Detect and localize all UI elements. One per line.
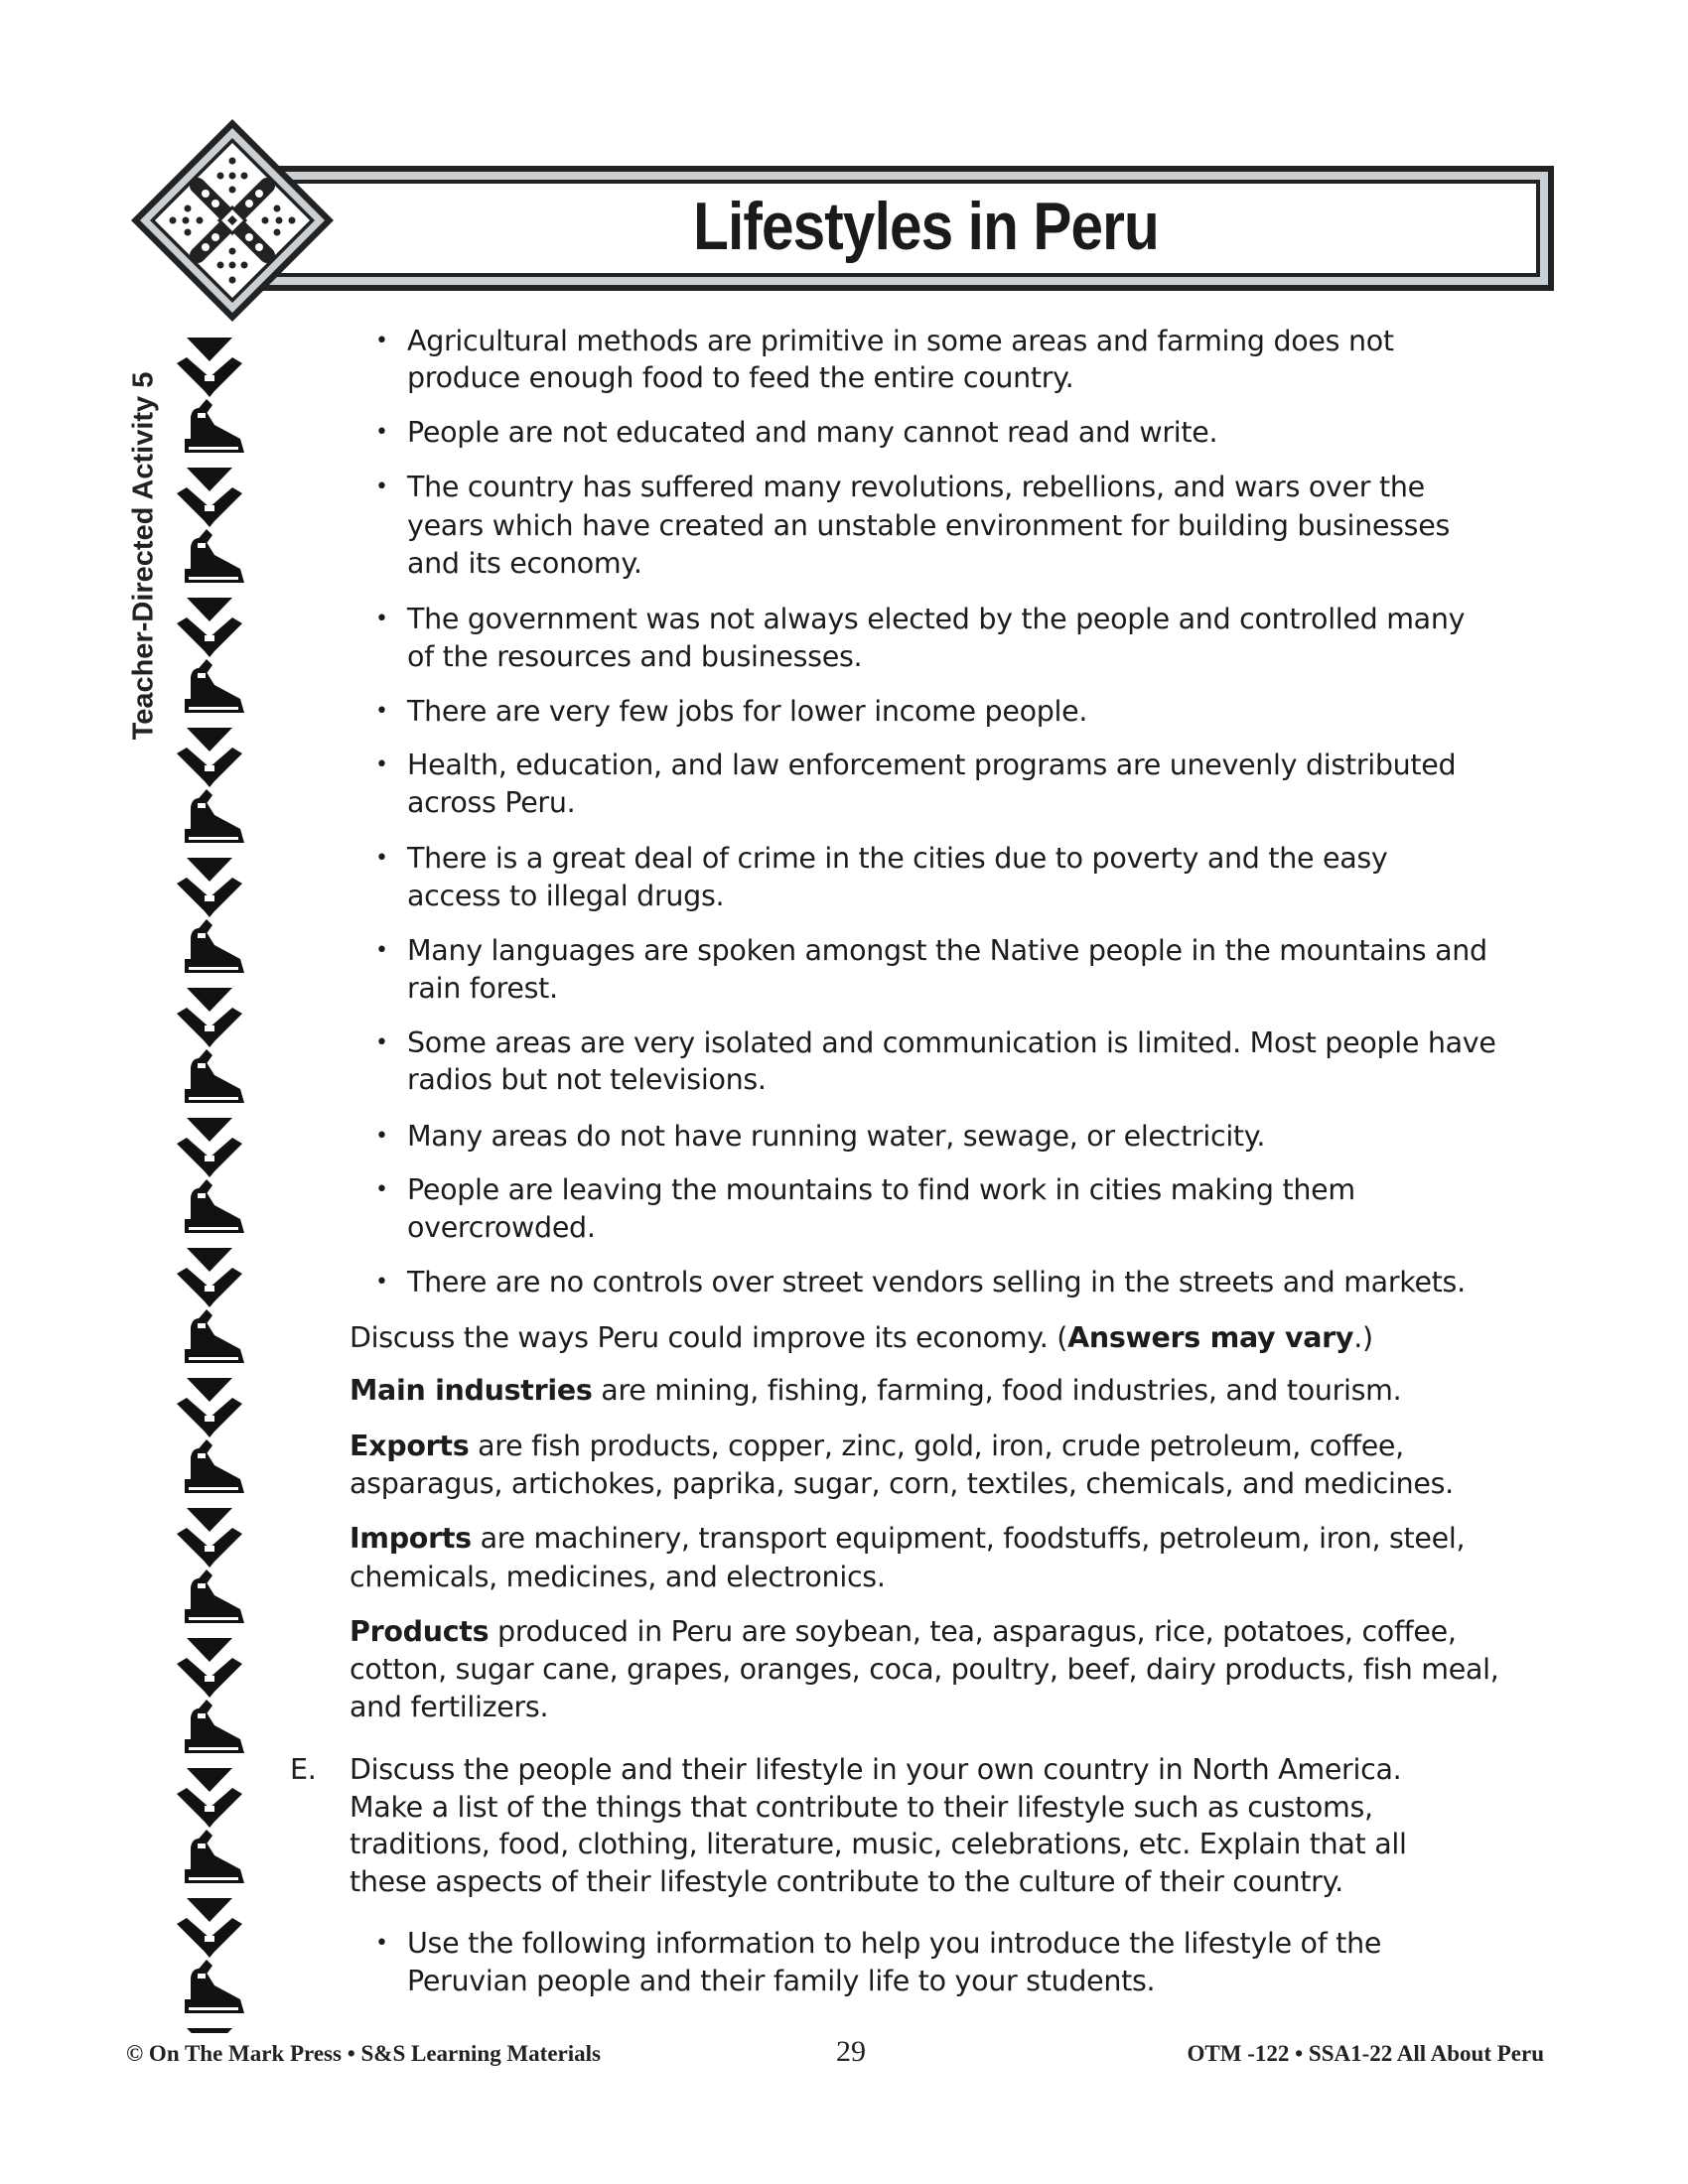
bullet-dot: • bbox=[375, 752, 388, 777]
imports-label: Imports bbox=[350, 1522, 472, 1555]
section-e-line: traditions, food, clothing, literature, music, celebrations, etc. Explain that all bbox=[350, 1828, 1407, 1860]
bullet-dot: • bbox=[375, 1124, 388, 1149]
bullet-text-line: Agricultural methods are primitive in some areas and farming does not bbox=[407, 325, 1394, 357]
page-number: 29 bbox=[836, 2035, 866, 2068]
bullet-text-line: There are very few jobs for lower income people. bbox=[407, 695, 1088, 728]
bullet-dot: • bbox=[375, 1931, 388, 1956]
bullet-text-line: Many languages are spoken amongst the Native people in the mountains and bbox=[407, 934, 1487, 967]
bullet-text-line: years which have created an unstable environment for building businesses bbox=[407, 509, 1451, 542]
imports-text-line: chemicals, medicines, and electronics. bbox=[350, 1561, 886, 1593]
section-e-sub-bullet-line: Peruvian people and their family life to your students. bbox=[407, 1965, 1156, 1997]
exports-label: Exports bbox=[350, 1430, 470, 1462]
section-e-line: Make a list of the things that contribute to their lifestyle such as customs, bbox=[350, 1791, 1373, 1824]
bullet-text-line: overcrowded. bbox=[407, 1211, 596, 1244]
discussion-text: Discuss the ways Peru could improve its economy. ( bbox=[350, 1321, 1068, 1354]
bullet-dot: • bbox=[375, 1030, 388, 1055]
products-text-line: cotton, sugar cane, grapes, oranges, coca, poultry, beef, dairy products, fish meal, bbox=[350, 1653, 1499, 1686]
bullet-text-line: The country has suffered many revolutions, rebellions, and wars over the bbox=[407, 471, 1425, 503]
exports-text: are fish products, copper, zinc, gold, iron, crude petroleum, coffee, bbox=[469, 1430, 1404, 1462]
bullet-text-line: There is a great deal of crime in the cities due to poverty and the easy bbox=[407, 842, 1388, 875]
footer-product-code: OTM -122 • SSA1-22 All About Peru bbox=[1187, 2041, 1544, 2066]
bullet-text-line: There are no controls over street vendors selling in the streets and markets. bbox=[407, 1266, 1466, 1298]
bullet-text-line: People are leaving the mountains to find work in cities making them bbox=[407, 1173, 1355, 1206]
products-label: Products bbox=[350, 1615, 490, 1648]
bullet-dot: • bbox=[375, 607, 388, 631]
bullet-text-line: The government was not always elected by the people and controlled many bbox=[407, 603, 1466, 635]
main-industries-text: are mining, fishing, farming, food industries, and tourism. bbox=[592, 1374, 1402, 1407]
discussion-prompt bbox=[350, 1319, 1373, 1357]
bullet-text-line: Health, education, and law enforcement programs are unevenly distributed bbox=[407, 749, 1457, 781]
andean-bird-pattern-icon bbox=[171, 336, 254, 2033]
bullet-text-line: rain forest. bbox=[407, 972, 558, 1005]
answers-note: Answers may vary bbox=[1067, 1321, 1354, 1354]
bullet-dot: • bbox=[375, 699, 388, 724]
bullet-dot: • bbox=[375, 1177, 388, 1202]
bullet-dot: • bbox=[375, 846, 388, 871]
main-industries-label: Main industries bbox=[350, 1374, 593, 1407]
imports-paragraph bbox=[350, 1520, 1465, 1558]
andean-diamond-motif-icon bbox=[128, 116, 337, 325]
bullet-text-line: access to illegal drugs. bbox=[407, 880, 725, 912]
footer-copyright: © On The Mark Press • S&S Learning Materials bbox=[126, 2041, 601, 2066]
section-e-line: Discuss the people and their lifestyle in your own country in North America. bbox=[350, 1753, 1402, 1786]
bullet-text-line: Many areas do not have running water, sewage, or electricity. bbox=[407, 1120, 1266, 1153]
bullet-text-line: radios but not televisions. bbox=[407, 1063, 767, 1096]
bullet-dot: • bbox=[375, 1270, 388, 1295]
bullet-dot: • bbox=[375, 329, 388, 353]
section-e-letter: E. bbox=[290, 1753, 317, 1786]
bullet-text-line: Some areas are very isolated and communication is limited. Most people have bbox=[407, 1026, 1496, 1059]
bullet-text-line: produce enough food to feed the entire country. bbox=[407, 361, 1074, 394]
products-text: produced in Peru are soybean, tea, asparagus, rice, potatoes, coffee, bbox=[489, 1615, 1457, 1648]
bullet-dot: • bbox=[375, 938, 388, 963]
bullet-dot: • bbox=[375, 475, 388, 499]
discussion-end: .) bbox=[1353, 1321, 1373, 1354]
activity-side-label-text: Teacher-Directed Activity 5 bbox=[127, 371, 160, 741]
imports-text: are machinery, transport equipment, foodstuffs, petroleum, iron, steel, bbox=[471, 1522, 1466, 1555]
bullet-text-line: of the resources and businesses. bbox=[407, 640, 863, 673]
section-e-line: these aspects of their lifestyle contribute to the culture of their country. bbox=[350, 1865, 1343, 1898]
page-title: Lifestyles in Peru bbox=[693, 189, 1159, 264]
exports-text-line: asparagus, artichokes, paprika, sugar, corn, textiles, chemicals, and medicines. bbox=[350, 1467, 1454, 1500]
bullet-text-line: across Peru. bbox=[407, 786, 576, 819]
bullet-text-line: People are not educated and many cannot read and write. bbox=[407, 416, 1218, 449]
bullet-text-line: and its economy. bbox=[407, 547, 642, 580]
exports-paragraph bbox=[350, 1428, 1404, 1465]
main-industries-paragraph bbox=[350, 1372, 1401, 1410]
section-e-sub-bullet-line: Use the following information to help you introduce the lifestyle of the bbox=[407, 1927, 1382, 1960]
products-paragraph bbox=[350, 1613, 1457, 1651]
bullet-dot: • bbox=[375, 420, 388, 445]
activity-side-label bbox=[119, 338, 169, 774]
products-text-line: and fertilizers. bbox=[350, 1691, 549, 1723]
